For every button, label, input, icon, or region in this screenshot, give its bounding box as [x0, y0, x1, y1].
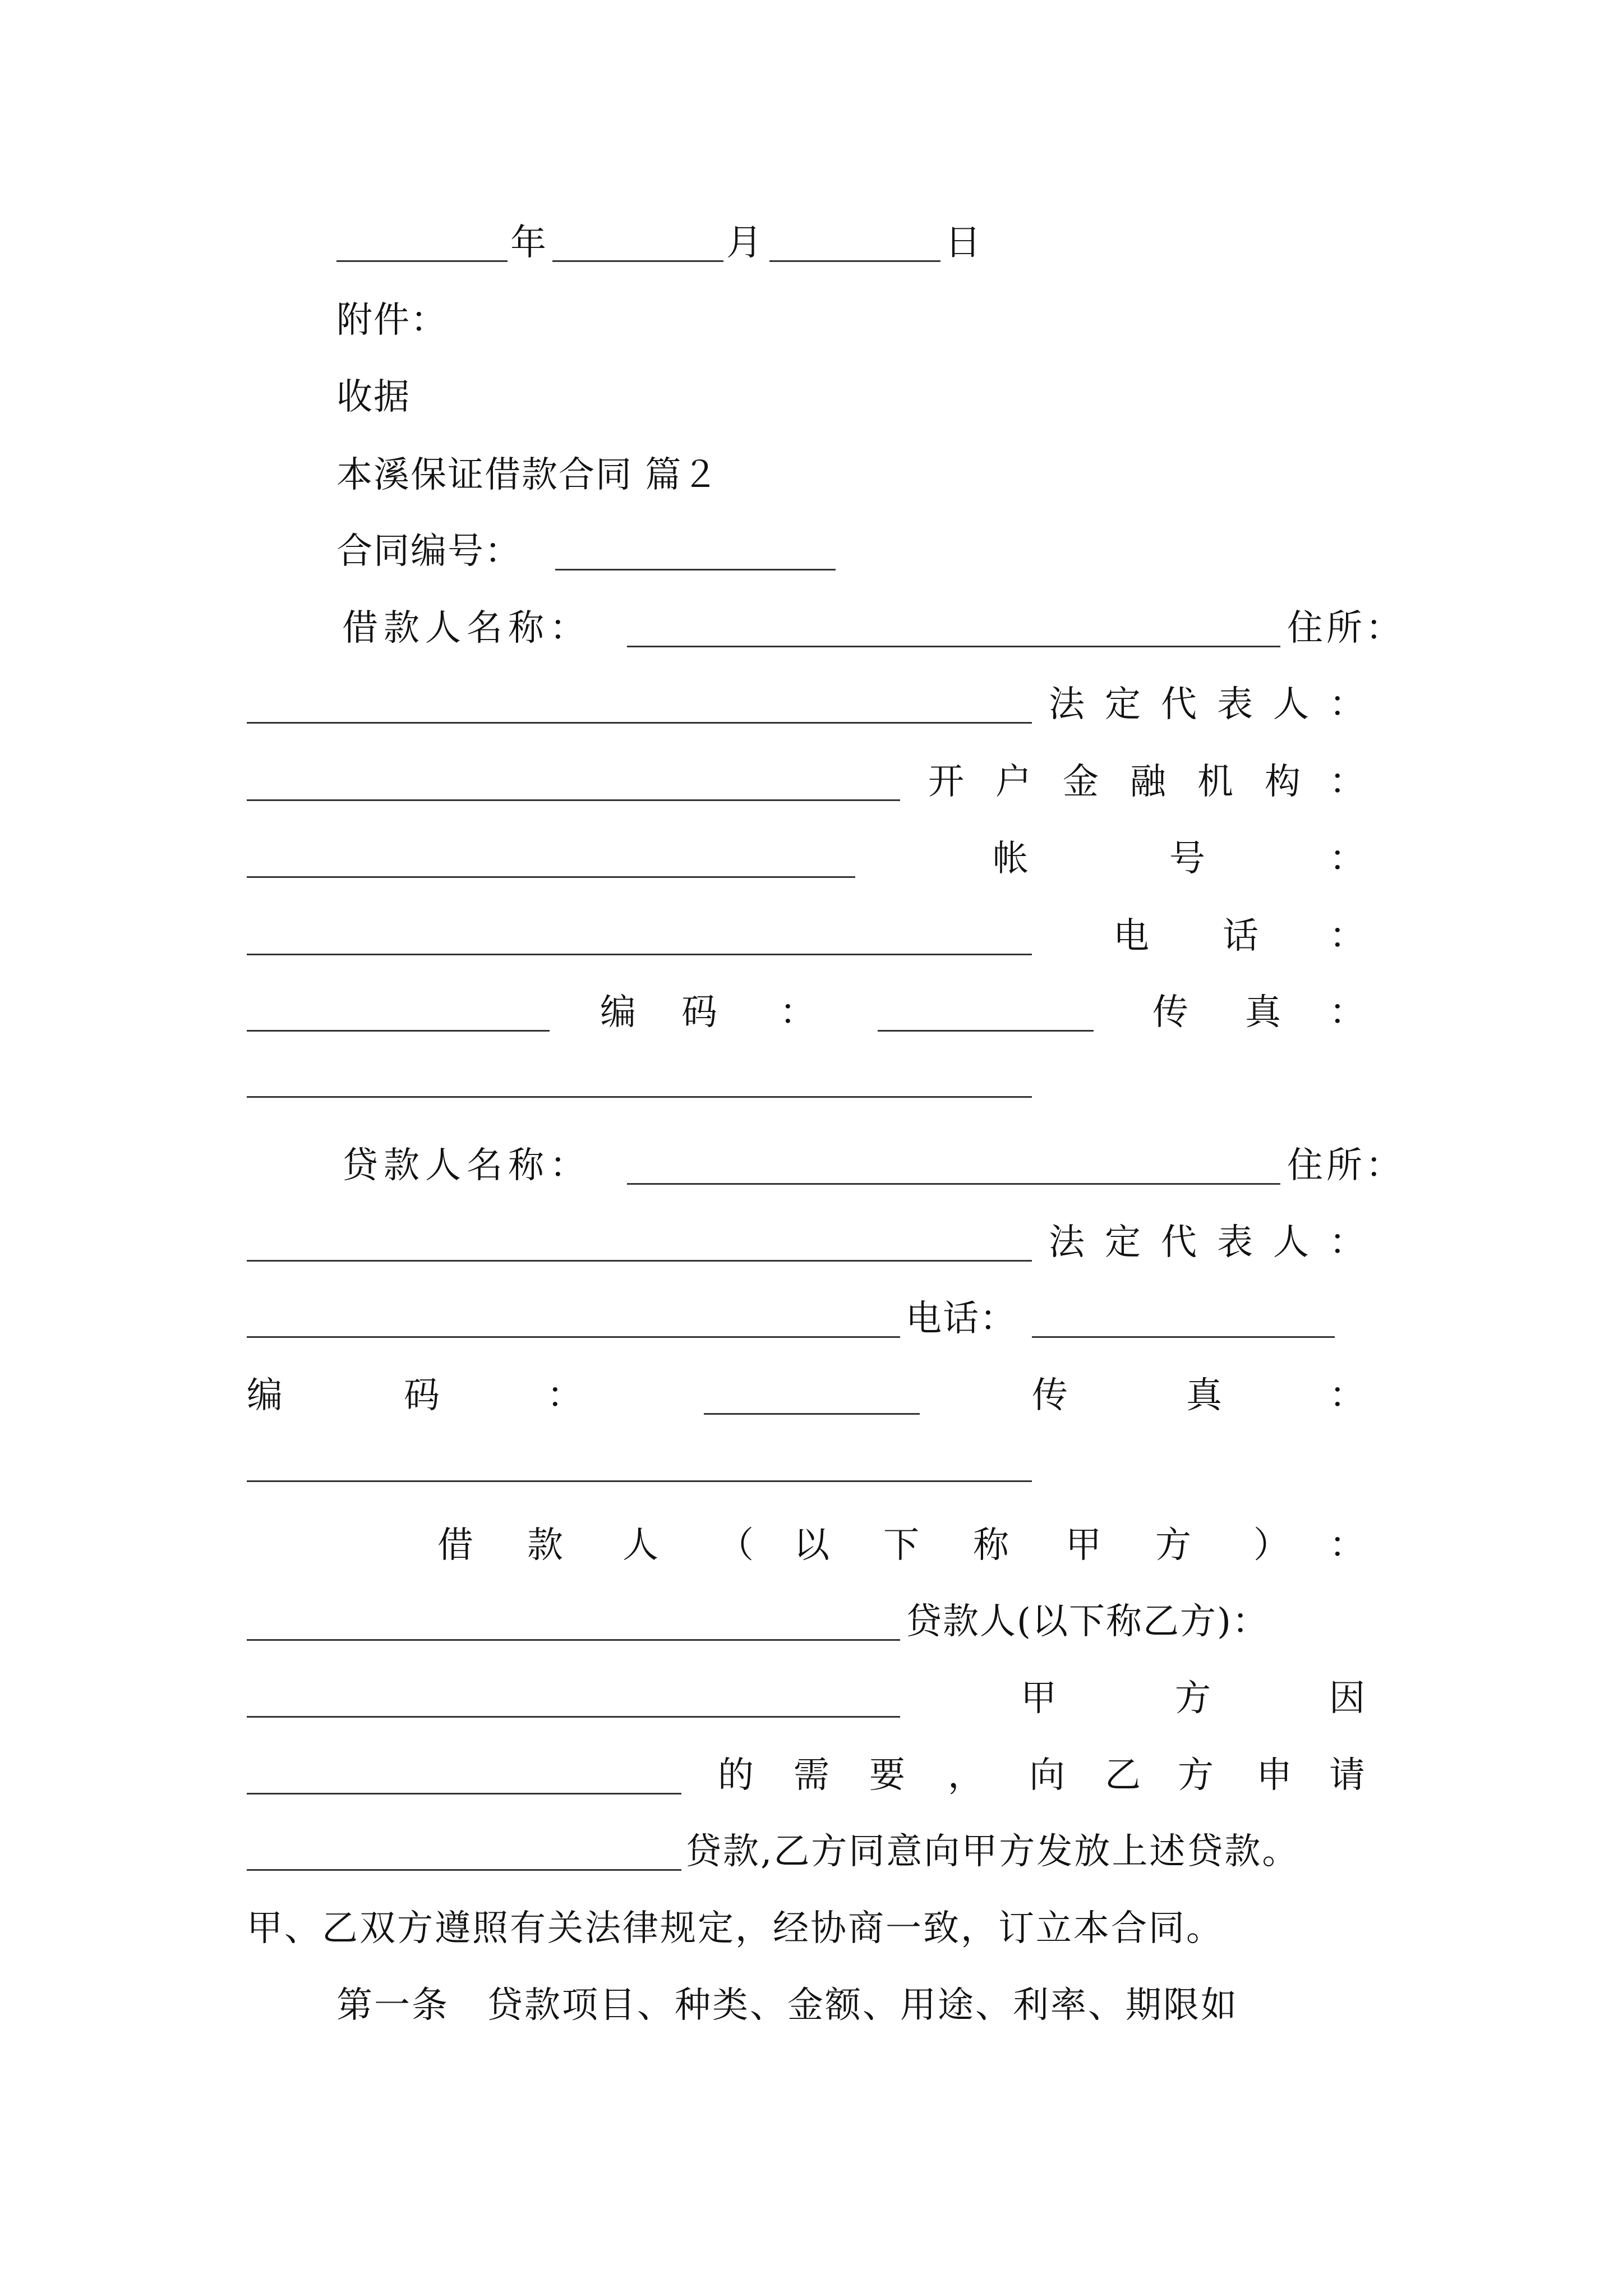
party-a-char: 以	[794, 1525, 829, 1566]
bank-char: 金	[1063, 761, 1099, 803]
loan-agree-line	[0, 1828, 1623, 1876]
fax-char: 真	[1186, 1375, 1222, 1416]
day-label: 日	[945, 222, 982, 264]
agreement-text: 甲、乙双方遵照有关法律规定，经协商一致，订立本合同。	[247, 1908, 1224, 1949]
party-a-char: （	[718, 1525, 754, 1566]
lender-phone-blank	[1032, 1336, 1335, 1338]
borrower-postcode-fax-line	[0, 988, 1623, 1037]
article1-text: 第一条 贷款项目、种类、金额、用途、利率、期限如	[336, 1985, 1238, 2026]
party-a-char: 款	[527, 1525, 563, 1566]
reason-line	[0, 1674, 1623, 1723]
reason-char: 因	[1329, 1678, 1365, 1719]
lender-phone-line	[0, 1295, 1623, 1343]
lender-name-label: 贷款人名称：	[342, 1145, 591, 1186]
contract-no-label: 合同编号：	[336, 531, 522, 572]
reason-char: 甲	[1021, 1678, 1057, 1719]
party-a-line	[0, 1521, 1623, 1570]
legal-rep-char: 法	[1049, 684, 1085, 725]
party-a-char: 人	[623, 1525, 658, 1566]
need-char: 乙	[1105, 1755, 1141, 1796]
account-char: ：	[1329, 838, 1365, 880]
need-char: 的	[718, 1755, 754, 1796]
year-label: 年	[510, 222, 547, 264]
borrower-legal-rep-blank	[247, 799, 900, 801]
lender-postcode-fax-line	[0, 1372, 1623, 1420]
fax-char: 真	[1245, 992, 1281, 1033]
borrower-account-line	[0, 835, 1623, 883]
legal-rep-char: 人	[1273, 684, 1309, 725]
lender-address-blank	[247, 1260, 1032, 1262]
lender-fax-blank	[247, 1480, 1032, 1482]
fax-char: 传	[1152, 992, 1188, 1033]
borrower-address-blank	[247, 722, 1032, 724]
party-a-char: 甲	[1066, 1525, 1101, 1566]
loan-amount-blank	[247, 1869, 681, 1871]
bank-char: ：	[1329, 761, 1365, 803]
need-line	[0, 1751, 1623, 1800]
borrower-phone-blank	[247, 1030, 550, 1032]
party-b-line	[0, 1598, 1623, 1646]
lender-legal-rep-blank	[247, 1336, 900, 1338]
borrower-fax-blank	[247, 1096, 1032, 1098]
borrower-legal-rep-line	[0, 680, 1623, 729]
lender-fax-blank-line	[0, 1439, 1623, 1487]
account-char: 帐	[993, 838, 1029, 880]
party-a-char: ）	[1253, 1525, 1289, 1566]
legal-rep-char: 定	[1105, 684, 1141, 725]
legal-rep-char: 表	[1217, 684, 1253, 725]
postcode-char: ：	[547, 1375, 583, 1416]
contract-no-line	[336, 527, 897, 576]
party-b-label: 贷款人(以下称乙方)：	[906, 1601, 1269, 1642]
bank-char: 机	[1197, 761, 1233, 803]
legal-rep-char: 定	[1105, 1222, 1141, 1263]
borrower-bank-line	[0, 758, 1623, 806]
receipt-label: 收据	[336, 376, 411, 418]
borrower-name-label: 借款人名称：	[342, 608, 591, 649]
party-a-char: 方	[1155, 1525, 1191, 1566]
need-char: 申	[1256, 1755, 1292, 1796]
need-char: 要	[869, 1755, 905, 1796]
party-a-char: 称	[973, 1525, 1009, 1566]
day-blank	[769, 260, 940, 262]
fax-char: ：	[1329, 992, 1365, 1033]
reason-blank	[247, 1793, 681, 1795]
lender-postcode-blank	[704, 1413, 920, 1415]
legal-rep-char: ：	[1329, 1222, 1365, 1263]
bank-char: 融	[1130, 761, 1166, 803]
party-a-char: 下	[883, 1525, 919, 1566]
lender-address-label: 住所：	[1287, 1145, 1405, 1186]
contract-no-blank	[555, 569, 836, 570]
borrower-phone-line	[0, 912, 1623, 960]
postcode-char: ：	[780, 992, 815, 1033]
legal-rep-char: 人	[1273, 1222, 1309, 1263]
reason-char: 方	[1175, 1678, 1211, 1719]
document-title: 本溪保证借款合同 篇２	[336, 454, 720, 496]
party-a-blank	[247, 1639, 900, 1641]
lender-legal-rep-line	[0, 1218, 1623, 1267]
need-char: 需	[794, 1755, 829, 1796]
bank-char: 开	[928, 761, 964, 803]
fax-char: ：	[1329, 1375, 1365, 1416]
postcode-char: 码	[681, 992, 717, 1033]
bank-char: 户	[995, 761, 1031, 803]
borrower-bank-blank	[247, 876, 855, 878]
lender-name-line	[0, 1142, 1623, 1190]
borrower-postcode-blank	[878, 1030, 1094, 1032]
lender-name-blank	[627, 1183, 1280, 1185]
need-char: ，	[948, 1755, 984, 1796]
legal-rep-char: 法	[1049, 1222, 1085, 1263]
party-a-char: 借	[437, 1525, 473, 1566]
need-char: 向	[1029, 1755, 1065, 1796]
borrower-address-label: 住所：	[1287, 608, 1405, 649]
phone-char: 话	[1223, 915, 1258, 957]
month-blank	[552, 260, 723, 262]
legal-rep-char: 代	[1161, 1222, 1197, 1263]
need-char: 请	[1329, 1755, 1365, 1796]
month-label: 月	[726, 222, 763, 264]
postcode-char: 编	[600, 992, 636, 1033]
loan-agree-text: 贷款,乙方同意向甲方发放上述贷款。	[685, 1831, 1300, 1872]
legal-rep-char: 表	[1217, 1222, 1253, 1263]
party-b-blank	[247, 1716, 900, 1718]
party-a-char: ：	[1329, 1525, 1365, 1566]
fax-char: 传	[1032, 1375, 1068, 1416]
date-line	[0, 219, 1623, 267]
phone-char: 电	[1113, 915, 1149, 957]
attachment-label: 附件：	[336, 300, 448, 341]
legal-rep-char: ：	[1329, 684, 1365, 725]
borrower-name-line	[0, 604, 1623, 652]
lender-phone-label: 电话：	[906, 1298, 1017, 1340]
borrower-account-blank	[247, 954, 1032, 955]
bank-char: 构	[1265, 761, 1301, 803]
postcode-char: 编	[247, 1375, 283, 1416]
borrower-fax-blank-line	[0, 1055, 1623, 1103]
year-blank	[336, 260, 508, 262]
account-char: 号	[1169, 838, 1205, 880]
legal-rep-char: 代	[1161, 684, 1197, 725]
phone-char: ：	[1329, 915, 1365, 957]
borrower-name-blank	[627, 646, 1280, 647]
need-char: 方	[1178, 1755, 1214, 1796]
postcode-char: 码	[404, 1375, 440, 1416]
